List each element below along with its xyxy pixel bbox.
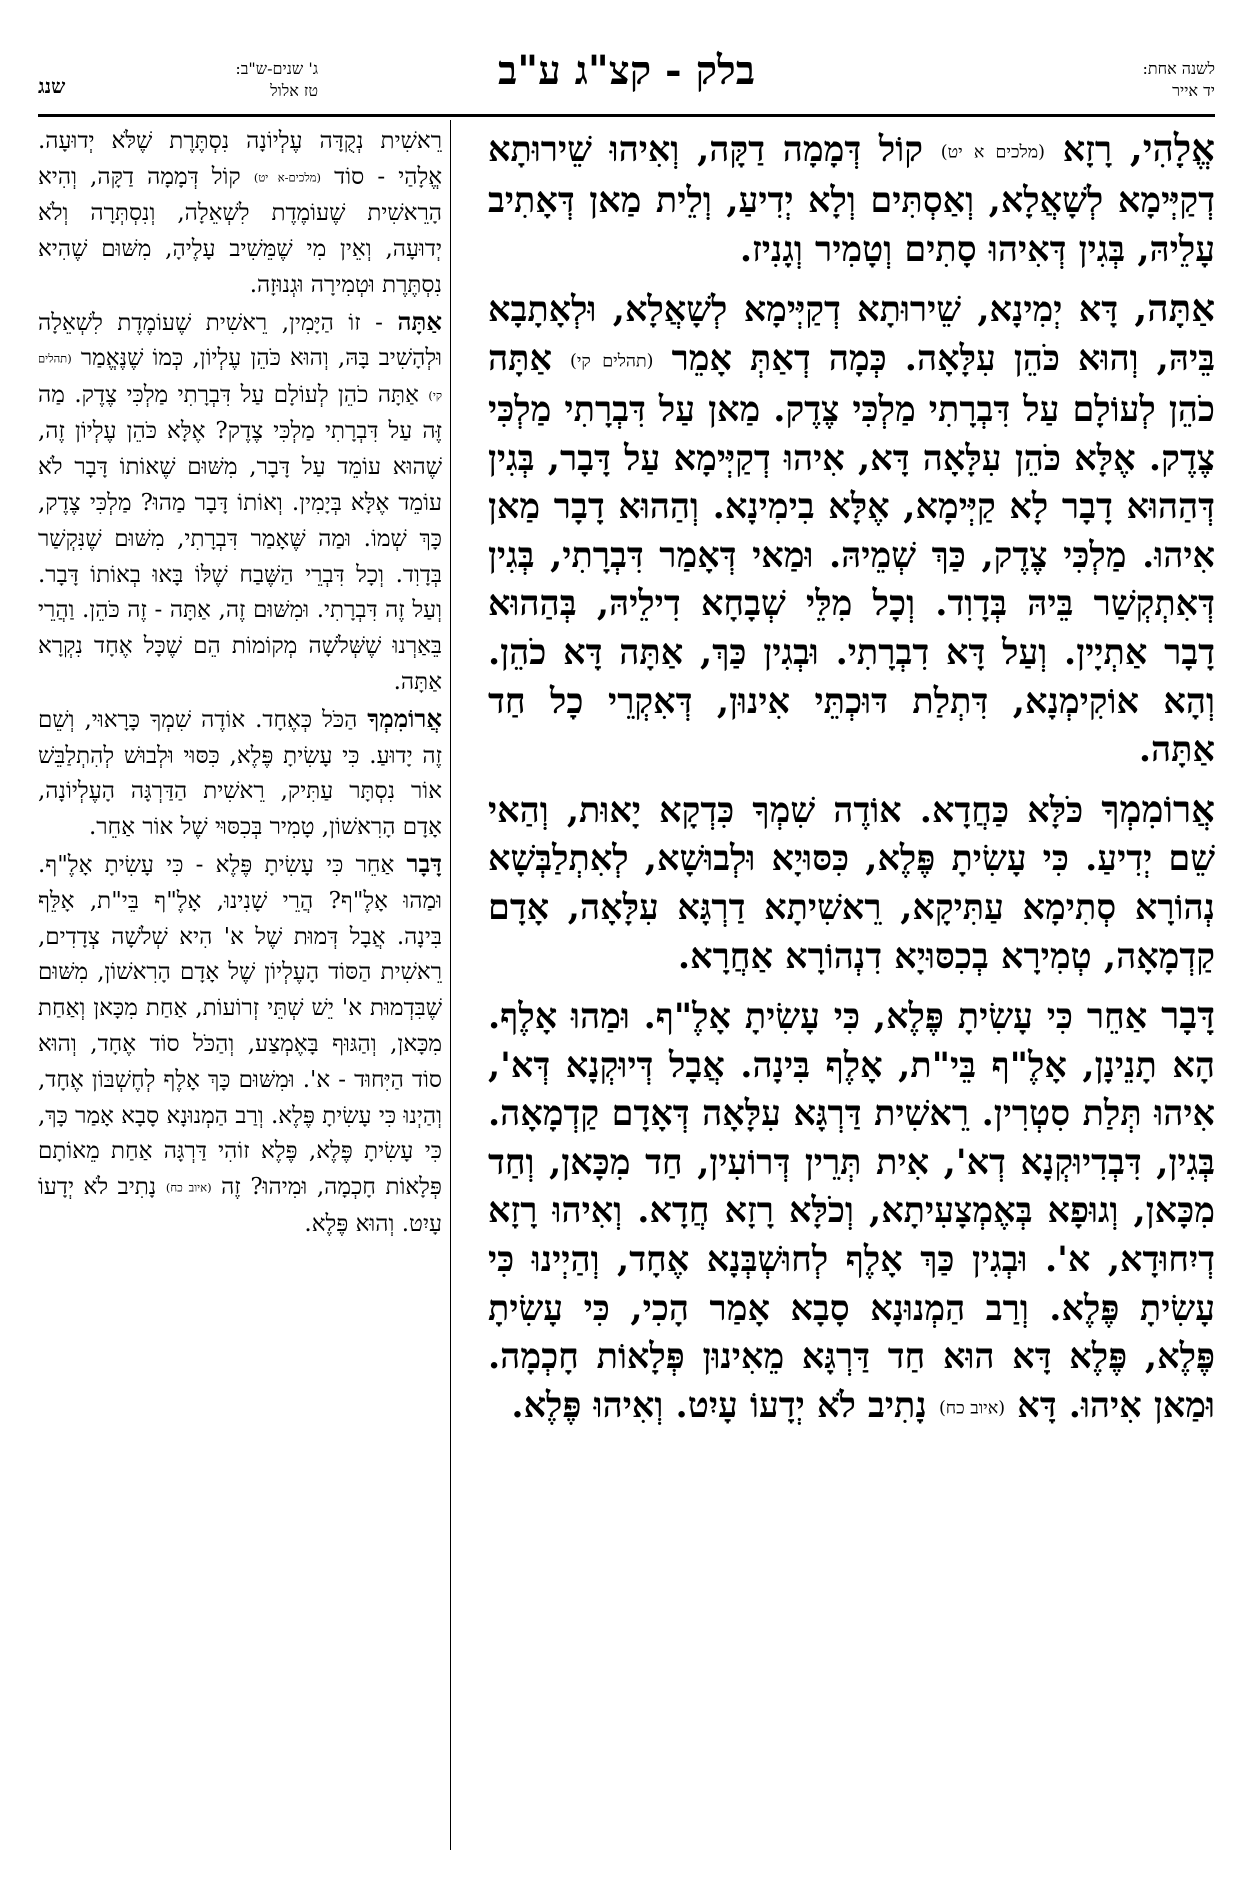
paragraph-text: אַחֵר כִּי עָשִׂיתָ פֶּלֶא - כִּי עָשִׂיתָ אָלֶ"ף. וּמַהוּ אָלֶ"ף? הֲרֵי שָׁנִינוּ, אָלֶ"ף בֵּי"ת, אָלֵּף בִּינָה. אֲבָל דְּמוּת שֶׁל א' הִיא שְׁלֹשָׁה צְדָדִים, רֵאשִׁית הַסּוֹד הָעֶלְיוֹן שֶׁל אָדָם הָרִאשׁוֹן, מִשּׁוּם שֶׁבִּדְמוּת א' יֵשׁ שְׁתֵּי זְרוֹעוֹת, אַחַת מִכָּאן וְאַחַת מִכָּאן, וְהַגּוּף בָּאֶמְצַע, וְהַכֹּל סוֹד אֶחָד, וְהוּא סוֹד הַיִּחוּד - א'. וּמִשּׁוּם כָּךְ אָלֶף לְחֶשְׁבּוֹן אֶחָד, וְהַיְנוּ כִּי עָשִׂיתָ פֶּלֶא. וְרַב הַמְנוּנָא סָבָא אָמַר כָּךְ, כִּי עָשִׂיתָ פֶּלֶא, פֶּלֶא זוֹהִי דַּרְגָּה אַחַת מֵאוֹתָם פְּלָאוֹת חָכְמָה, וּמִיהוּ? זֶה bbox=[38, 852, 442, 1201]
translation-column bbox=[38, 124, 442, 1243]
header-schedule-three-years bbox=[88, 58, 318, 102]
paragraph-text: - זוֹ הַיָּמִין, רֵאשִׁית שֶׁעוֹמֶדֶת לִשְׁאֵלָה וּלְהָשִׁיב בָּהּ, וְהוּא כֹּהֵן עֶלְיוֹן, כְּמוֹ שֶׁנֶּאֱמַר bbox=[38, 309, 442, 372]
paragraph-lead-word: אֲרוֹמִמְךָ bbox=[1101, 786, 1215, 831]
verse-reference: (איוב כח) bbox=[165, 1180, 212, 1195]
main-text-column bbox=[488, 124, 1215, 1433]
translation-paragraph bbox=[38, 701, 442, 846]
paragraph-text: קוֹל דְּמָמָה דַקָּה, וְאִיהוּ שֵׁירוּתָא דְקַיְּימָא לְשָׁאֲלָא, וְאַסְתִּים וְלָא יְדִיעַ, וְלֵית מַאן דְּאָתִיב עָלֵיהּ, בְּגִין דְּאִיהוּ סָתִים וְטָמִיר וְגָנִיז. bbox=[488, 129, 1215, 270]
header-rule bbox=[38, 114, 1215, 117]
paragraph-text: קוֹל דְּמָמָה דַקָּה, וְהִיא הָרֵאשִׁית שֶׁעוֹמֶדֶת לִשְׁאֵלָה, וְנִסְתְּרָה וְלֹא יְדוּעָה, וְאֵין מִי שֶׁמֵּשִׁיב עָלֶיהָ, מִשּׁוּם שֶׁהִיא נִסְתֶּרֶת וּטְמִירָה וּגְנוּזָה. bbox=[38, 163, 442, 298]
header-schedule-date: יד אייר bbox=[1172, 81, 1215, 100]
paragraph-text: נָתִיב לֹא יְדָעוֹ עָיִט. וְאִיהוּ פֶּלֶא. bbox=[511, 1384, 927, 1426]
page-number: שנג bbox=[38, 74, 66, 98]
translation-paragraph bbox=[38, 846, 442, 1242]
paragraph-text: דָּא יְמִינָא, שֵׁירוּתָא דְקַיְּימָא לְשָׁאֲלָא, וּלְאָתָבָא בֵּיהּ, וְהוּא כֹּהֵן עִלָּאָה. כְּמָה דְאַתְּ אָמֵר bbox=[488, 289, 1215, 379]
paragraph-text: רֵאשִׁית נְקֻדָּה עֶלְיוֹנָה נִסְתֶּרֶת שֶׁלֹּא יְדוּעָה. אֱלָהַי - סוֹד bbox=[38, 128, 443, 190]
verse-reference: (תהלים קי) bbox=[38, 352, 443, 403]
header-schedule-one-year bbox=[1045, 58, 1215, 102]
column-divider bbox=[450, 120, 451, 1850]
paragraph-lead-word: אַתָּה, bbox=[1134, 286, 1216, 331]
header-schedule-label: לשנה אחת: bbox=[1142, 59, 1215, 78]
translation-paragraph bbox=[38, 304, 442, 701]
verse-reference: (מלכים א יט) bbox=[940, 142, 1045, 163]
main-paragraph bbox=[488, 991, 1215, 1433]
translation-paragraph bbox=[38, 124, 442, 304]
paragraph-lead-word: אַתָּה bbox=[397, 306, 443, 336]
main-paragraph bbox=[488, 284, 1215, 774]
paragraph-lead-word: אֲרוֹמִמְךָ bbox=[367, 703, 442, 733]
verse-reference: (תהלים קי) bbox=[570, 351, 654, 372]
paragraph-text: הַכֹּל כְּאֶחָד. אוֹדֶה שִׁמְךָ כָּרָאוּי, וְשֵׁם זֶה יָדוּעַ. כִּי עָשִׂיתָ פֶּלֶא, כִּסּוּי וּלְבוּשׁ לְהִתְלַבֵּשׁ אוֹר נִסְתָּר עַתִּיק, רֵאשִׁית הַדַּרְגָּה הָעֶלְיוֹנָה, אָדָם הָרִאשׁוֹן, טָמִיר בְּכִסּוּי שֶׁל אוֹר אַחֵר. bbox=[38, 706, 442, 841]
paragraph-text: נָתִיב לֹא יְדָעוֹ עָיִט. וְהוּא פֶּלֶא. bbox=[38, 1174, 442, 1237]
verse-reference: (מלכים-א יט) bbox=[253, 170, 322, 185]
paragraph-lead-word: דָּבָר bbox=[1161, 993, 1215, 1038]
header-schedule-label: ג' שנים-ש"ב: bbox=[235, 59, 318, 78]
paragraph-lead-word: אֱלָהִי, bbox=[1129, 126, 1215, 170]
paragraph-text: כֹּלָּא כַּחֲדָא. אוֹדֶה שִׁמְךָ כִּדְקָא יָאוּת, וְהַאי שֵׁם יְדִיעַ. כִּי עָשִׂיתָ פֶּלֶא, כִּסּוּיָא וּלְבוּשָׁא, לְאִתְלַבְּשָׁא נְהוֹרָא סְתִימָא עַתִּיקָא, רֵאשִׁיתָא דַרְגָּא עִלָּאָה, אָדָם קַדְמָאָה, טְמִירָא בְכִסּוּיָא דִנְהוֹרָא אַחֲרָא. bbox=[488, 789, 1215, 977]
main-paragraph bbox=[488, 785, 1215, 981]
verse-reference: (איוב כח) bbox=[938, 1398, 1006, 1419]
paragraph-text: אַחֵר כִּי עָשִׂיתָ פֶּלֶא, כִּי עָשִׂיתָ אָלֶ"ף. וּמַהוּ אָלֶף. הָא תָנֵינָן, אָלֶ"ף בֵּי"ת, אָלֶף בִּינָה. אֲבָל דְּיוּקְנָא דְּא', אִיהוּ תְּלַת סִטְרִין. רֵאשִׁית דַּרְגָּא עִלָּאָה דְּאָדָם קַדְמָאָה. בְּגִין, דִּבְדִיוּקְנָא דְא', אִית תְּרֵין דְּרוֹעִין, חַד מִכָּאן, וְחַד מִכָּאן, וְגוּפָא בְּאֶמְצָעִיתָא, וְכֹלָּא רָזָא חֲדָא. וְאִיהוּ רָזָא דְיִחוּדָא, א'. וּבְגִין כַּךְ אָלֶף לְחוּשְׁבְּנָא אֶחָד, וְהַיְינוּ כִּי עָשִׂיתָ פֶּלֶא. וְרַב הַמְנוּנָא סָבָא אָמַר הָכִי, כִּי עָשִׂיתָ פֶּלֶא, פֶּלֶא דָּא הוּא חַד דַּרְגָּא מֵאִינוּן פְּלָאוֹת חָכְמָה. וּמַאן אִיהוּ. דָּא bbox=[488, 996, 1215, 1426]
page-title: בלק - קצ"ג ע"ב bbox=[498, 47, 755, 94]
paragraph-text: אַתָּה כֹהֵן לְעוֹלָם עַל דִּבְרָתִי מַלְכִּי צֶדֶק. מַה זֶּה עַל דִּבְרָתִי מַלְכִּי צֶדֶק? אֶלָּא כֹּהֵן עֶלְיוֹן זֶה, שֶׁהוּא עוֹמֵד עַל דָּבָר, מִשּׁוּם שֶׁאוֹתוֹ דָּבָר לֹא עוֹמֵד אֶלָּא בְּיָמִין. וְאוֹתוֹ דָּבָר מַהוּ? מַלְכִּי צֶדֶק, כָּךְ שְׁמוֹ. וּמַה שֶּׁאָמַר דִּבְרָתִי, מִשּׁוּם שֶׁנִּקְשַׁר בְּדָוִד. וְכָל דִּבְרֵי הַשֶּׁבַח שֶׁלּוֹ בָּאוּ בְאוֹתוֹ דָּבָר. וְעַל זֶה דִּבְרָתִי. וּמִשּׁוּם זֶה, אַתָּה - זֶה כֹּהֵן. וַהֲרֵי בֵּאַרְנוּ שֶׁשְּׁלֹשָׁה מְקוֹמוֹת הֵם שֶׁכָּל אֶחָד נִקְרָא אַתָּה. bbox=[38, 381, 442, 696]
paragraph-text: רָזָא bbox=[1062, 129, 1113, 170]
main-paragraph bbox=[488, 124, 1215, 274]
paragraph-lead-word: דָּבָר bbox=[406, 849, 442, 879]
paragraph-text: אַתָּה כֹהֵן לְעוֹלָם עַל דִּבְרָתִי מַלְכִּי צֶדֶק. מַאן עַל דִּבְרָתִי מַלְכִּי צֶדֶק. אֶלָּא כֹּהֵן עִלָּאָה דָּא, אִיהוּ דְקַיְּימָא עַל דָּבָר, בְּגִין דְּהַהוּא דָבָר לָא קַיְּימָא, אֶלָּא בִימִינָא. וְהַהוּא דָבָר מַאן אִיהוּ. מַלְכִּי צֶדֶק, כַּךְ שְׁמֵיהּ. וּמַאי דְּאָמַר דִּבְרָתִי, בְּגִין דְּאִתְקְשַׁר בֵּיהּ בְּדָוִד. וְכָל מִלֵּי שְׁבָחָא דִילֵיהּ, בְּהַהוּא דָבָר אַתְיָין. וְעַל דָּא דִבְרָתִי. וּבְגִין כַּךְ, אַתָּה דָּא כֹהֵן. וְהָא אוֹקִימְנָא, דִּתְלַת דּוּכְתֵּי אִינוּן, דְּאִקְרֵי כָל חַד אַתָּה. bbox=[488, 337, 1215, 771]
header-schedule-date: טז אלול bbox=[270, 81, 318, 100]
